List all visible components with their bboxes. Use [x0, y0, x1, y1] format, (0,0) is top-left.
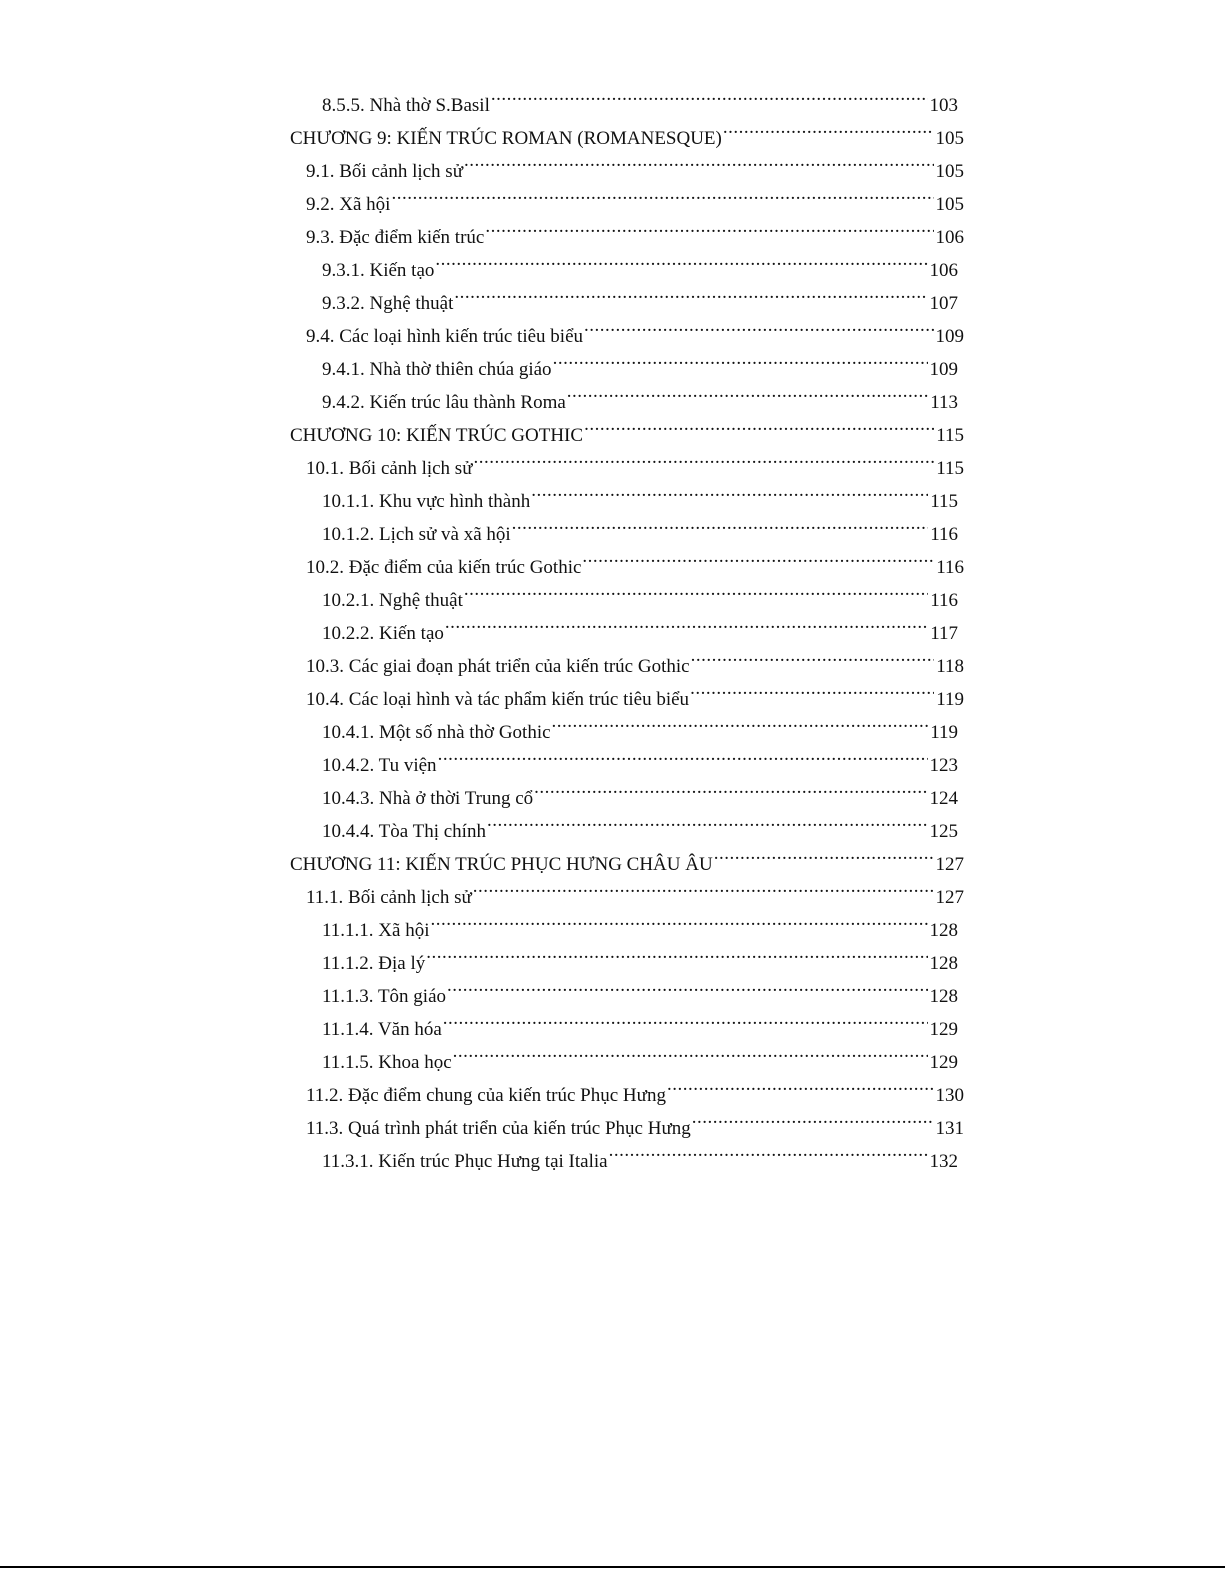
- toc-dot-leader: [567, 375, 928, 408]
- toc-entry-title: 10.3. Các giai đoạn phát triển của kiến trúc Gothic: [306, 650, 691, 683]
- toc-dot-leader: [485, 210, 933, 243]
- toc-dot-leader: [474, 441, 935, 474]
- toc-entry-title: 9.4.1. Nhà thờ thiên chúa giáo: [322, 353, 553, 386]
- table-of-contents: [0, 78, 1225, 1172]
- toc-entry: [322, 804, 958, 842]
- toc-entry-page-number: 123: [928, 749, 959, 782]
- toc-entry-page-number: 106: [928, 254, 959, 287]
- toc-dot-leader: [426, 936, 927, 969]
- toc-entry-page-number: 105: [934, 155, 965, 188]
- toc-dot-leader: [438, 738, 928, 771]
- toc-entry: [306, 870, 964, 908]
- toc-entry: [322, 705, 958, 743]
- toc-entry-title: 9.3.2. Nghệ thuật: [322, 287, 454, 320]
- toc-entry: [322, 78, 958, 116]
- toc-entry-page-number: 109: [934, 320, 965, 353]
- toc-entry-page-number: 109: [928, 353, 959, 386]
- toc-entry-title: 11.1.4. Văn hóa: [322, 1013, 443, 1046]
- toc-entry-title: 11.3.1. Kiến trúc Phục Hưng tại Italia: [322, 1145, 609, 1178]
- toc-dot-leader: [553, 342, 928, 375]
- toc-dot-leader: [691, 639, 935, 672]
- toc-entry-page-number: 119: [934, 683, 964, 716]
- toc-entry-page-number: 106: [934, 221, 965, 254]
- toc-entry-title: 11.1.5. Khoa học: [322, 1046, 453, 1079]
- toc-entry-title: 11.1.3. Tôn giáo: [322, 980, 447, 1013]
- toc-dot-leader: [531, 474, 928, 507]
- toc-entry-page-number: 117: [928, 617, 958, 650]
- toc-entry: [322, 1002, 958, 1040]
- toc-entry: [306, 309, 964, 347]
- toc-entry-title: 11.1.2. Địa lý: [322, 947, 426, 980]
- toc-entry-title: 9.1. Bối cảnh lịch sử: [306, 155, 464, 188]
- toc-entry-page-number: 107: [928, 287, 959, 320]
- toc-entry: [322, 474, 958, 512]
- toc-entry-title: 9.3. Đặc điểm kiến trúc: [306, 221, 485, 254]
- toc-entry: [322, 606, 958, 644]
- toc-dot-leader: [667, 1068, 934, 1101]
- toc-dot-leader: [609, 1134, 928, 1167]
- toc-dot-leader: [473, 870, 934, 903]
- toc-entry-title: 10.4.1. Một số nhà thờ Gothic: [322, 716, 552, 749]
- toc-entry: [322, 243, 958, 281]
- toc-entry-page-number: 115: [934, 452, 964, 485]
- toc-entry-title: 10.2. Đặc điểm của kiến trúc Gothic: [306, 551, 582, 584]
- toc-entry: [322, 1134, 958, 1172]
- toc-entry-page-number: 129: [928, 1046, 959, 1079]
- toc-entry: [306, 441, 964, 479]
- toc-entry-title: 9.2. Xã hội: [306, 188, 391, 221]
- toc-entry-title: 8.5.5. Nhà thờ S.Basil: [322, 89, 491, 122]
- toc-dot-leader: [445, 606, 928, 639]
- toc-dot-leader: [552, 705, 929, 738]
- toc-entry: [322, 1035, 958, 1073]
- toc-entry-title: 11.1.1. Xã hội: [322, 914, 430, 947]
- toc-entry-page-number: 128: [928, 980, 959, 1013]
- toc-entry-page-number: 116: [934, 551, 964, 584]
- toc-entry-page-number: 125: [928, 815, 959, 848]
- toc-entry-title: 10.4.2. Tu viện: [322, 749, 438, 782]
- toc-entry: [306, 672, 964, 710]
- toc-entry: [290, 111, 964, 149]
- toc-entry-title: 10.1. Bối cảnh lịch sử: [306, 452, 474, 485]
- toc-entry: [322, 342, 958, 380]
- toc-entry-page-number: 103: [928, 89, 959, 122]
- toc-dot-leader: [582, 540, 934, 573]
- toc-entry: [322, 969, 958, 1007]
- toc-entry-title: CHƯƠNG 9: KIẾN TRÚC ROMAN (ROMANESQUE): [290, 122, 723, 155]
- toc-entry-page-number: 115: [928, 485, 958, 518]
- toc-entry-title: 10.1.1. Khu vực hình thành: [322, 485, 531, 518]
- toc-entry: [306, 210, 964, 248]
- toc-entry-title: 10.4. Các loại hình và tác phẩm kiến trúc tiêu biểu: [306, 683, 690, 716]
- toc-dot-leader: [447, 969, 927, 1002]
- toc-entry-page-number: 105: [934, 188, 965, 221]
- toc-entry-page-number: 115: [934, 419, 964, 452]
- toc-entry-title: 9.4. Các loại hình kiến trúc tiêu biểu: [306, 320, 584, 353]
- toc-dot-leader: [534, 771, 927, 804]
- toc-entry-title: 10.2.2. Kiến tạo: [322, 617, 445, 650]
- toc-entry-page-number: 127: [934, 848, 965, 881]
- toc-entry-page-number: 132: [928, 1145, 959, 1178]
- toc-dot-leader: [453, 1035, 928, 1068]
- toc-entry-title: CHƯƠNG 11: KIẾN TRÚC PHỤC HƯNG CHÂU ÂU: [290, 848, 714, 881]
- toc-entry: [306, 177, 964, 215]
- toc-entry-page-number: 124: [928, 782, 959, 815]
- toc-dot-leader: [430, 903, 927, 936]
- toc-entry: [322, 507, 958, 545]
- toc-dot-leader: [435, 243, 927, 276]
- toc-entry: [322, 936, 958, 974]
- toc-dot-leader: [584, 309, 933, 342]
- toc-entry-page-number: 116: [928, 518, 958, 551]
- toc-entry-title: 11.1. Bối cảnh lịch sử: [306, 881, 473, 914]
- toc-dot-leader: [723, 111, 934, 144]
- toc-entry-page-number: 113: [928, 386, 958, 419]
- toc-dot-leader: [464, 144, 933, 177]
- toc-dot-leader: [714, 837, 934, 870]
- toc-entry: [290, 408, 964, 446]
- toc-entry-title: 10.4.3. Nhà ở thời Trung cổ: [322, 782, 534, 815]
- page-bottom-rule: [0, 1566, 1225, 1568]
- toc-entry: [306, 639, 964, 677]
- toc-dot-leader: [491, 78, 928, 111]
- toc-entry-title: 10.2.1. Nghệ thuật: [322, 584, 464, 617]
- toc-entry-title: CHƯƠNG 10: KIẾN TRÚC GOTHIC: [290, 419, 584, 452]
- toc-entry-title: 10.4.4. Tòa Thị chính: [322, 815, 487, 848]
- toc-entry-title: 9.3.1. Kiến tạo: [322, 254, 435, 287]
- toc-dot-leader: [512, 507, 929, 540]
- toc-entry-title: 11.2. Đặc điểm chung của kiến trúc Phục Hưng: [306, 1079, 667, 1112]
- toc-entry-page-number: 119: [928, 716, 958, 749]
- toc-entry-title: 10.1.2. Lịch sử và xã hội: [322, 518, 512, 551]
- toc-entry-page-number: 128: [928, 947, 959, 980]
- toc-entry: [322, 573, 958, 611]
- toc-entry: [322, 738, 958, 776]
- toc-entry-page-number: 128: [928, 914, 959, 947]
- toc-entry: [290, 837, 964, 875]
- toc-dot-leader: [487, 804, 928, 837]
- toc-entry-page-number: 118: [934, 650, 964, 683]
- toc-entry-page-number: 131: [934, 1112, 965, 1145]
- toc-entry: [322, 771, 958, 809]
- toc-entry: [322, 276, 958, 314]
- toc-entry-title: 9.4.2. Kiến trúc lâu thành Roma: [322, 386, 567, 419]
- toc-entry: [306, 540, 964, 578]
- toc-entry: [306, 1101, 964, 1139]
- toc-entry: [322, 903, 958, 941]
- toc-dot-leader: [464, 573, 928, 606]
- toc-dot-leader: [443, 1002, 928, 1035]
- toc-dot-leader: [584, 408, 934, 441]
- toc-entry-page-number: 129: [928, 1013, 959, 1046]
- toc-entry: [306, 144, 964, 182]
- toc-dot-leader: [454, 276, 927, 309]
- toc-entry: [306, 1068, 964, 1106]
- toc-dot-leader: [690, 672, 934, 705]
- toc-entry-title: 11.3. Quá trình phát triển của kiến trúc Phục Hưng: [306, 1112, 692, 1145]
- toc-entry: [322, 375, 958, 413]
- toc-dot-leader: [692, 1101, 934, 1134]
- toc-entry-page-number: 116: [928, 584, 958, 617]
- toc-entry-page-number: 127: [934, 881, 965, 914]
- toc-entry-page-number: 105: [934, 122, 965, 155]
- toc-entry-page-number: 130: [934, 1079, 965, 1112]
- toc-dot-leader: [391, 177, 933, 210]
